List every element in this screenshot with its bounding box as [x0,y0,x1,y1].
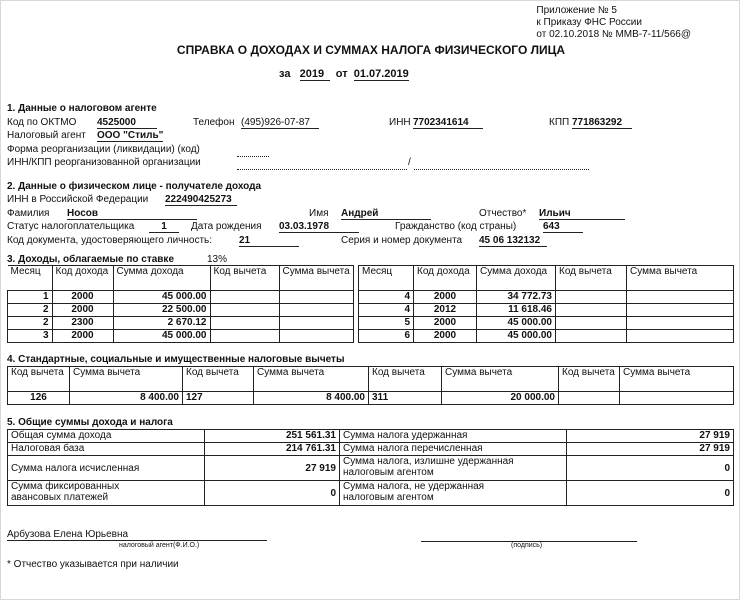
notwithheld-label [340,481,567,506]
transferred-label: Сумма налога перечисленная [340,443,567,456]
agent-caption: налоговый агент(Ф.И.О.) [119,542,200,549]
total-income: 251 561.31 [205,430,340,443]
s2-patronymic-label: Отчество* [479,208,527,219]
cell: 22 500.00 [113,304,210,317]
s2-inn-label: ИНН в Российской Федерации [7,194,149,205]
withheld-label: Сумма налога удержанная [340,430,567,443]
period-year: 2019 [300,68,330,81]
table-row [8,330,354,343]
s2-inn: 222490425273 [165,194,237,206]
cell: 6 [359,330,414,343]
notwithheld-label-line-1: Сумма налога, не удержанная [343,481,485,492]
footnote: * Отчество указывается при наличии [7,559,179,570]
fixed-label-line-2: авансовых платежей [11,492,109,503]
table-row [8,291,354,304]
s2-citizen: 643 [543,221,583,233]
fixed-label-line-1: Сумма фиксированных [11,481,120,492]
cell: 127 [183,392,254,405]
cell: 2000 [414,317,477,330]
col-month: Месяц [8,266,53,291]
transferred: 27 919 [567,443,734,456]
header-line-1: Приложение № 5 [536,5,617,16]
s1-reorg-label: Форма реорганизации (ликвидации) (код) [7,144,200,155]
cell: 45 000.00 [477,317,556,330]
excess-label [340,456,567,481]
s2-patronymic: Ильич [539,208,625,220]
tax-base: 214 761.31 [205,443,340,456]
table-row [8,392,734,405]
s5-totals-table [7,429,734,506]
col-code-4: Код вычета [559,367,620,392]
cell [627,291,734,304]
s1-inn: 7702341614 [413,117,483,129]
cell: 2 [8,317,53,330]
period-line [279,68,409,81]
col-income-sum: Сумма дохода [477,266,556,291]
table-header-row [8,367,734,392]
s2-series: 45 06 132132 [479,235,547,247]
table-row [359,317,734,330]
table-row [8,456,734,481]
s2-status: 1 [149,221,179,233]
tax-calc-label: Сумма налога исчисленная [8,456,205,481]
s1-kpp: 771863292 [572,117,632,129]
s3-heading: 3. Доходы, облагаемые по ставке [7,254,175,265]
s1-inn-label: ИНН [389,117,411,128]
s5-heading: 5. Общие суммы дохода и налога [7,417,173,428]
col-deduction-sum: Сумма вычета [279,266,354,291]
cell: 11 618.46 [477,304,556,317]
table-row [359,330,734,343]
cell: 2012 [414,304,477,317]
cell: 45 000.00 [113,291,210,304]
cell [556,317,627,330]
signature-line [421,529,637,542]
s1-heading: 1. Данные о налоговом агенте [7,103,157,114]
cell [210,317,279,330]
s1-reorg-field [237,144,269,157]
cell [559,392,620,405]
tax-calc: 27 919 [205,456,340,481]
cell: 2300 [52,317,113,330]
s1-agent: ООО "Стиль" [97,130,164,141]
table-row [8,304,354,317]
s2-name: Андрей [341,208,431,220]
cell [627,330,734,343]
cell [279,317,354,330]
col-income-sum: Сумма дохода [113,266,210,291]
total-income-label: Общая сумма дохода [8,430,205,443]
cell: 45 000.00 [113,330,210,343]
cell: 2 670.12 [113,317,210,330]
s3-income-table-left [7,265,354,343]
col-sum-4: Сумма вычета [620,367,734,392]
col-month: Месяц [359,266,414,291]
s2-dob-label: Дата рождения [191,221,262,232]
period-za: за [279,68,291,80]
excess-label-line-1: Сумма налога, излишне удержанная [343,456,514,467]
cell: 4 [359,291,414,304]
cell: 2000 [414,291,477,304]
s1-kpp-label: КПП [549,117,570,128]
s1-oktmo-label: Код по ОКТМО [7,117,77,128]
cell: 20 000.00 [442,392,559,405]
notwithheld-label-line-2: налоговым агентом [343,492,434,503]
s3-income-table-right [358,265,734,343]
s2-doc-label: Код документа, удостоверяющего личность: [7,235,213,246]
appendix-header [536,5,691,41]
table-row [359,304,734,317]
col-code-2: Код вычета [183,367,254,392]
cell: 5 [359,317,414,330]
s1-slash: / [408,157,411,168]
cell [556,304,627,317]
s1-agent-label: Налоговый агент [7,130,86,141]
period-date: 01.07.2019 [353,68,409,80]
cell: 2000 [52,330,113,343]
table-row [8,443,734,456]
col-sum-3: Сумма вычета [442,367,559,392]
cell: 45 000.00 [477,330,556,343]
cell: 34 772.73 [477,291,556,304]
s1-reorg-kpp-field [414,157,589,170]
cell: 8 400.00 [70,392,183,405]
s2-status-label: Статус налогоплательщика [7,221,135,232]
cell [279,330,354,343]
s2-dob: 03.03.1978 [279,221,359,233]
col-income-code: Код дохода [52,266,113,291]
s2-series-label: Серия и номер документа [341,235,463,246]
col-income-code: Код дохода [414,266,477,291]
col-sum-1: Сумма вычета [70,367,183,392]
cell: 2000 [52,291,113,304]
cell: 3 [8,330,53,343]
excess-label-line-2: налоговым агентом [343,467,434,478]
tax-base-label: Налоговая база [8,443,205,456]
col-code-3: Код вычета [369,367,442,392]
cell: 2000 [414,330,477,343]
agent-name: Арбузова Елена Юрьевна [7,529,267,541]
s2-surname-label: Фамилия [7,208,50,219]
table-row [8,481,734,506]
cell [210,330,279,343]
cell: 126 [8,392,70,405]
col-deduction-sum: Сумма вычета [627,266,734,291]
s2-name-label: Имя [309,208,329,219]
cell: 8 400.00 [254,392,369,405]
s1-reorg-inn-field [237,157,407,170]
form-title: СПРАВКА О ДОХОДАХ И СУММАХ НАЛОГА ФИЗИЧЕСКОГО ЛИЦА [176,43,566,57]
col-deduction-code: Код вычета [556,266,627,291]
cell: 311 [369,392,442,405]
sign-caption: (подпись) [511,542,543,549]
col-sum-2: Сумма вычета [254,367,369,392]
s1-oktmo: 4525000 [97,117,157,129]
cell [556,330,627,343]
withheld: 27 919 [567,430,734,443]
col-code-1: Код вычета [8,367,70,392]
header-line-3: от 02.10.2018 № ММВ-7-11/566@ [536,29,691,40]
s4-deductions-table [7,366,734,405]
table-row [8,430,734,443]
cell [627,317,734,330]
excess: 0 [567,456,734,481]
cell [210,291,279,304]
s1-phone: (495)926-07-87 [241,117,319,129]
cell [210,304,279,317]
cell: 4 [359,304,414,317]
cell [556,291,627,304]
cell: 1 [8,291,53,304]
cell [279,291,354,304]
s3-rate: 13% [207,254,228,265]
cell: 2 [8,304,53,317]
s2-surname: Носов [67,208,197,220]
fixed: 0 [205,481,340,506]
table-row [8,317,354,330]
header-line-2: к Приказу ФНС России [536,17,642,28]
cell [279,304,354,317]
s2-citizen-label: Гражданство (код страны) [395,221,517,232]
fixed-label [8,481,205,506]
notwithheld: 0 [567,481,734,506]
cell [620,392,734,405]
s2-heading: 2. Данные о физическом лице - получателе дохода [7,181,262,192]
s1-reorg-inn-label: ИНН/КПП реорганизованной организации [7,157,201,168]
table-header-row [359,266,734,291]
table-header-row [8,266,354,291]
cell: 2000 [52,304,113,317]
col-deduction-code: Код вычета [210,266,279,291]
cell [627,304,734,317]
table-row [359,291,734,304]
period-ot: от [335,68,348,80]
s2-doc: 21 [239,235,299,247]
s4-heading: 4. Стандартные, социальные и имущественные налоговые вычеты [7,354,345,365]
s1-phone-label: Телефон [193,117,235,128]
